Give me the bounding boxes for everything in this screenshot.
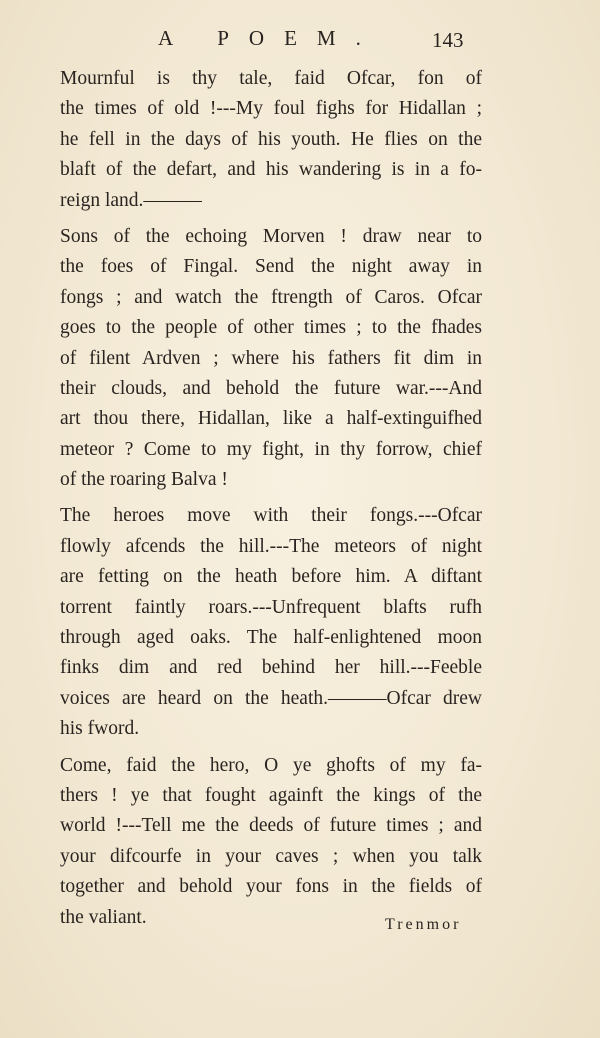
page-number: 143: [432, 28, 464, 52]
body-text: [60, 64, 482, 939]
running-title: A POEM.: [158, 26, 381, 50]
catchword: Trenmor: [385, 916, 462, 933]
text-line: the valiant.: [60, 906, 147, 928]
text-line: fongs ; and watch the ftrength of Caros. Ofcar: [60, 286, 482, 308]
text-line: thers ! ye that fought againft the kings of the: [60, 784, 482, 806]
text-line: his fword.: [60, 718, 140, 740]
text-line: through aged oaks. The half-enlightened moon: [60, 627, 482, 649]
text-line: meteor ? Come to my fight, in thy forrow, chief: [60, 438, 482, 460]
text-line: the times of old !---My foul fighs for Hidallan ;: [60, 98, 482, 120]
text-line: torrent faintly roars.---Unfrequent blafts rufh: [60, 596, 482, 618]
paragraph-3: [60, 501, 482, 744]
paragraph-2: [60, 222, 482, 496]
text-line: the foes of Fingal. Send the night away in: [60, 256, 482, 278]
paragraph-4: [60, 751, 482, 933]
text-line: reign land.———: [60, 189, 202, 211]
text-line: finks dim and red behind her hill.---Feeble: [60, 657, 482, 679]
text-line: your difcourfe in your caves ; when you talk: [60, 845, 482, 867]
text-line: Mournful is thy tale, faid Ofcar, fon of: [60, 68, 482, 89]
text-line: Sons of the echoing Morven ! draw near to: [60, 225, 482, 247]
text-line: world !---Tell me the deeds of future times ; and: [60, 815, 482, 837]
text-line: their clouds, and behold the future war.---And: [60, 377, 482, 399]
text-line: together and behold your fons in the fields of: [60, 876, 482, 898]
text-line: art thou there, Hidallan, like a half-extinguifhed: [60, 408, 482, 430]
text-line: goes to the people of other times ; to the fhades: [60, 317, 482, 339]
text-line: of the roaring Balva !: [60, 469, 228, 491]
text-line: voices are heard on the heath.———Ofcar drew: [60, 687, 482, 709]
page-header: [0, 26, 600, 60]
text-line: he fell in the days of his youth. He flies on the: [60, 128, 482, 150]
text-line: flowly afcends the hill.---The meteors of night: [60, 535, 482, 557]
text-line: Come, faid the hero, O ye ghofts of my fa-: [60, 754, 482, 776]
text-line: The heroes move with their fongs.---Ofcar: [60, 505, 482, 527]
text-line: blaft of the defart, and his wandering is in a fo-: [60, 159, 482, 181]
paragraph-1: [60, 64, 482, 216]
text-line: of filent Ardven ; where his fathers fit dim in: [60, 347, 482, 369]
text-line: are fetting on the heath before him. A diftant: [60, 566, 482, 588]
